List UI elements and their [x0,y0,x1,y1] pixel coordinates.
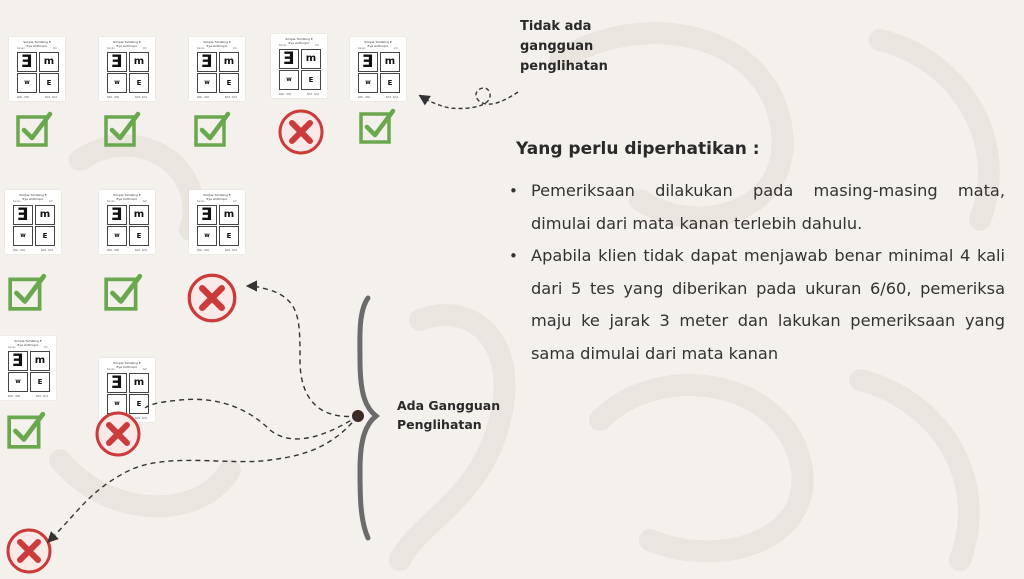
tumbling-e-symbol: w [197,226,217,246]
card-right-label: Kiri [43,346,48,349]
card-left-label: Kanan [13,200,21,203]
eye-chart-card [99,190,155,254]
annotation-line: gangguan [520,39,594,54]
tumbling-e-symbol: w [358,73,378,93]
card-footer-left: 6/60 - 3/60 [13,249,26,252]
tumbling-e-symbol: E [17,52,37,72]
card-subtitle: Eye Anthropic [116,197,138,201]
tumbling-e-symbol: E [129,73,149,93]
card-title: Simple Tumbling E [14,339,42,343]
tumbling-e-symbol: E [197,52,217,72]
check-icon [6,410,46,450]
card-right-label: Kiri [48,200,53,203]
check-icon [193,110,231,148]
card-left-label: Kanan [279,44,287,47]
tumbling-e-symbol: w [17,73,37,93]
tumbling-e-symbol: E [219,226,239,246]
card-footer-right: 6/18 - 6/12 [35,395,48,398]
tumbling-e-symbol: w [279,70,299,90]
card-left-label: Kanan [107,47,115,50]
eye-chart-card [5,190,61,254]
card-title: Simple Tumbling E [113,361,141,365]
impairment-annotation [397,396,500,434]
card-footer-left: 6/60 - 3/60 [197,96,210,99]
card-left-label: Kanan [197,200,205,203]
eye-chart-card [9,37,65,101]
annotation-line: Penglihatan [397,417,482,432]
tumbling-e-symbol: m [35,205,55,225]
tumbling-e-symbol: E [358,52,378,72]
tumbling-e-symbol: E [30,372,50,392]
card-left-label: Kanan [358,47,366,50]
card-title: Simple Tumbling E [113,193,141,197]
card-subtitle: Eye Anthropic [22,197,44,201]
notes-list [507,175,1005,370]
card-left-label: Kanan [197,47,205,50]
tumbling-e-symbol: E [129,226,149,246]
card-subtitle: Eye Anthropic [17,343,39,347]
card-footer-left: 6/60 - 3/60 [197,249,210,252]
card-title: Simple Tumbling E [364,40,392,44]
cross-icon [186,272,238,324]
eye-chart-card [189,190,245,254]
tumbling-e-symbol: m [219,52,239,72]
check-icon [15,110,53,148]
tumbling-e-symbol: w [13,226,33,246]
tumbling-e-symbol: w [197,73,217,93]
card-footer-left: 6/60 - 3/60 [107,249,120,252]
card-footer-left: 6/60 - 3/60 [107,96,120,99]
cross-icon [5,527,53,575]
tumbling-e-symbol: m [30,351,50,371]
cross-icon [94,410,142,458]
eye-chart-card [99,37,155,101]
card-right-label: Kiri [52,47,57,50]
card-footer-right: 6/18 - 6/12 [40,249,53,252]
card-right-label: Kiri [142,368,147,371]
tumbling-e-symbol: E [219,73,239,93]
card-footer-right: 6/18 - 6/12 [224,249,237,252]
card-right-label: Kiri [314,44,319,47]
tumbling-e-symbol: E [39,73,59,93]
tumbling-e-symbol: m [129,52,149,72]
check-icon [358,107,396,145]
cross-icon [277,108,325,156]
card-subtitle: Eye Anthropic [206,197,228,201]
tumbling-e-symbol: E [107,205,127,225]
card-subtitle: Eye Anthropic [116,44,138,48]
card-right-label: Kiri [232,47,237,50]
card-left-label: Kanan [107,200,115,203]
tumbling-e-symbol: w [8,372,28,392]
tumbling-e-symbol: m [301,49,321,69]
card-left-label: Kanan [107,368,115,371]
card-title: Simple Tumbling E [23,40,51,44]
card-subtitle: Eye Anthropic [367,44,389,48]
notes-heading: Yang perlu diperhatikan : [516,139,760,159]
card-footer-right: 6/18 - 6/12 [134,417,147,420]
card-subtitle: Eye Anthropic [206,44,228,48]
tumbling-e-symbol: E [35,226,55,246]
tumbling-e-symbol: E [380,73,400,93]
tumbling-e-symbol: E [197,205,217,225]
card-footer-right: 6/18 - 6/12 [385,96,398,99]
annotation-line: Tidak ada [520,19,592,34]
tumbling-e-symbol: w [107,394,127,414]
tumbling-e-symbol: E [107,52,127,72]
card-right-label: Kiri [393,47,398,50]
card-title: Simple Tumbling E [203,40,231,44]
annotation-line: Ada Gangguan [397,398,501,413]
card-footer-right: 6/18 - 6/12 [224,96,237,99]
tumbling-e-symbol: E [301,70,321,90]
tumbling-e-symbol: E [107,373,127,393]
tumbling-e-symbol: m [129,205,149,225]
tumbling-e-symbol: E [8,351,28,371]
tumbling-e-symbol: m [39,52,59,72]
card-footer-right: 6/18 - 6/12 [134,249,147,252]
eye-chart-card [271,34,327,98]
card-footer-right: 6/18 - 6/12 [134,96,147,99]
tumbling-e-symbol: E [279,49,299,69]
card-footer-right: 6/18 - 6/12 [306,93,319,96]
check-icon [103,110,141,148]
card-footer-left: 6/60 - 3/60 [8,395,21,398]
card-footer-left: 6/60 - 3/60 [17,96,30,99]
annotation-line: penglihatan [520,59,608,74]
card-subtitle: Eye Anthropic [26,44,48,48]
card-title: Simple Tumbling E [203,193,231,197]
card-right-label: Kiri [232,200,237,203]
tumbling-e-symbol: m [219,205,239,225]
card-footer-left: 6/60 - 3/60 [279,93,292,96]
card-right-label: Kiri [142,200,147,203]
no-impairment-annotation [520,17,608,77]
tumbling-e-symbol: m [380,52,400,72]
card-title: Simple Tumbling E [113,40,141,44]
card-footer-right: 6/18 - 6/12 [44,96,57,99]
card-left-label: Kanan [8,346,16,349]
card-title: Simple Tumbling E [19,193,47,197]
tumbling-e-symbol: E [13,205,33,225]
note-item: • Pemeriksaan dilakukan pada masing-masing mata, dimulai dari mata kanan terlebih dahulu. [507,175,1005,240]
check-icon [7,272,47,312]
tumbling-e-symbol: w [107,226,127,246]
card-subtitle: Eye Anthropic [116,365,138,369]
card-left-label: Kanan [17,47,25,50]
card-right-label: Kiri [142,47,147,50]
eye-chart-card [189,37,245,101]
note-item: • Apabila klien tidak dapat menjawab benar minimal 4 kali dari 5 tes yang diberikan pada ukuran 6/60, pemeriksa maju ke jarak 3 meter dan lakukan pemeriksaan yang sama dimulai dari mata kanan [507,240,1005,370]
eye-chart-card [350,37,406,101]
card-footer-left: 6/60 - 3/60 [358,96,371,99]
tumbling-e-symbol: m [129,373,149,393]
card-title: Simple Tumbling E [285,37,313,41]
eye-chart-card [0,336,56,400]
card-subtitle: Eye Anthropic [288,41,310,45]
check-icon [103,272,143,312]
tumbling-e-symbol: E [129,394,149,414]
tumbling-e-symbol: w [107,73,127,93]
